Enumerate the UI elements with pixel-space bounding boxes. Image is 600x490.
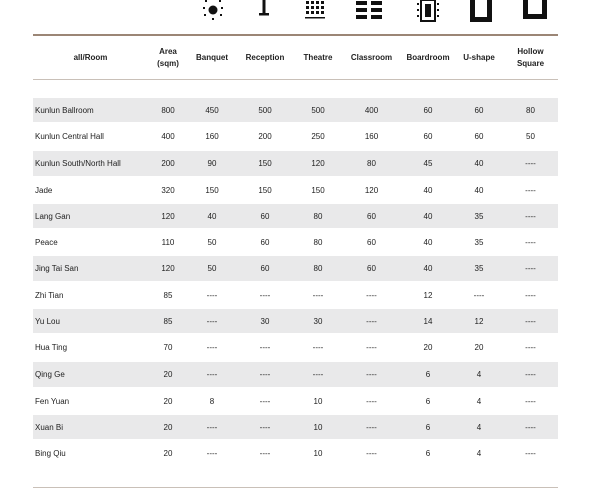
cell-ushape: 40 — [474, 159, 484, 168]
cell-banquet: 90 — [207, 159, 217, 168]
cell-banquet: 150 — [205, 185, 219, 195]
cell-hollow-square: ---- — [525, 316, 536, 326]
cell-banquet: 50 — [207, 264, 217, 273]
cell-banquet: ---- — [206, 422, 218, 432]
cell-banquet: ---- — [206, 290, 218, 300]
cell-theatre: ---- — [312, 343, 324, 352]
cell-hollow-square: ---- — [525, 396, 536, 406]
cell-reception: 60 — [260, 237, 270, 247]
table-row — [33, 151, 558, 176]
cell-area: 110 — [161, 237, 175, 247]
header-banquet: Banquet — [196, 52, 228, 62]
cell-hollow-square: ---- — [525, 211, 536, 221]
cell-room: Zhi Tian — [35, 290, 64, 300]
table-row — [33, 387, 558, 415]
table-row — [33, 176, 558, 204]
table-row — [33, 333, 558, 362]
cell-area: 320 — [161, 185, 175, 195]
table-row — [33, 362, 558, 387]
cell-banquet: ---- — [206, 316, 218, 326]
cell-banquet: ---- — [206, 448, 218, 458]
cell-room: Fen Yuan — [35, 396, 70, 406]
cell-room: Bing Qiu — [35, 448, 66, 458]
cell-theatre: 150 — [311, 185, 325, 195]
cell-ushape: 35 — [474, 264, 484, 273]
header-hollow-line1: Hollow — [517, 46, 544, 56]
cell-area: 20 — [163, 370, 173, 379]
cell-hollow-square: ---- — [525, 343, 536, 352]
cell-ushape: ---- — [473, 290, 485, 300]
header-boardroom: Boardroom — [406, 52, 450, 62]
cell-banquet: 160 — [205, 132, 219, 141]
cell-area: 85 — [163, 290, 173, 300]
cell-reception: ---- — [259, 422, 271, 432]
table-bottom-rule — [33, 487, 558, 488]
cell-hollow-square: 80 — [526, 105, 535, 115]
banquet-icon — [202, 0, 224, 22]
header-hollow-line2: Square — [516, 58, 545, 68]
header-classroom: Classroom — [350, 52, 393, 62]
cell-area: 20 — [163, 422, 173, 432]
cell-theatre: ---- — [312, 290, 324, 300]
cell-boardroom: 12 — [423, 290, 433, 300]
cell-ushape: 4 — [476, 448, 482, 458]
cell-banquet: 450 — [205, 105, 219, 115]
cell-ushape: 40 — [474, 185, 484, 195]
cell-classroom: ---- — [366, 370, 377, 379]
cell-boardroom: 40 — [423, 237, 433, 247]
cell-banquet: ---- — [206, 370, 218, 379]
cell-room: Xuan Bi — [35, 422, 64, 432]
header-reception: Reception — [245, 52, 285, 62]
cell-room: Kunlun South/North Hall — [35, 159, 121, 168]
header-theatre: Theatre — [303, 52, 333, 62]
cell-classroom: 400 — [364, 105, 379, 115]
cell-banquet: 40 — [207, 211, 217, 221]
cell-classroom: ---- — [366, 422, 377, 432]
cell-room: Peace — [35, 237, 58, 247]
header-area-line2: (sqm) — [157, 58, 179, 68]
cell-room: Yu Lou — [35, 316, 60, 326]
cell-theatre: 120 — [311, 159, 325, 168]
cell-reception: ---- — [259, 448, 271, 458]
cell-boardroom: 6 — [425, 448, 431, 458]
cell-room: Jing Tai San — [35, 264, 79, 273]
boardroom-icon — [417, 0, 439, 22]
header-room: all/Room — [73, 52, 108, 62]
cell-boardroom: 6 — [425, 396, 431, 406]
cell-theatre: 10 — [313, 448, 323, 458]
table-header — [33, 36, 558, 79]
cell-theatre: 10 — [313, 396, 323, 406]
cell-hollow-square: ---- — [525, 422, 536, 432]
cell-boardroom: 6 — [425, 370, 431, 379]
hollow-square-icon — [521, 0, 549, 22]
table-row — [33, 122, 558, 151]
theatre-icon — [305, 0, 329, 22]
table-row — [33, 256, 558, 281]
cell-area: 120 — [161, 211, 175, 221]
table-row — [33, 281, 558, 309]
cell-banquet: 50 — [207, 237, 217, 247]
table-row — [33, 439, 558, 467]
header-ushape: U-shape — [463, 52, 495, 62]
cell-reception: ---- — [259, 290, 271, 300]
u-shape-icon — [468, 0, 494, 24]
cell-theatre: 30 — [313, 316, 323, 326]
cell-ushape: 12 — [474, 316, 484, 326]
cell-theatre: 80 — [313, 264, 323, 273]
cell-hollow-square: ---- — [525, 264, 536, 273]
cell-area: 20 — [163, 448, 173, 458]
cell-boardroom: 60 — [423, 132, 433, 141]
reception-icon — [257, 0, 271, 18]
cell-ushape: 4 — [476, 396, 482, 406]
capacity-table-body — [33, 98, 558, 467]
cell-reception: 30 — [260, 316, 270, 326]
cell-theatre: 500 — [311, 105, 325, 115]
header-area-line1: Area — [159, 46, 177, 56]
cell-boardroom: 40 — [423, 211, 433, 221]
cell-classroom: ---- — [366, 343, 377, 352]
cell-hollow-square: ---- — [525, 159, 536, 168]
table-row — [33, 415, 558, 439]
cell-hollow-square: 50 — [526, 132, 535, 141]
cell-area: 70 — [163, 343, 173, 352]
cell-banquet: ---- — [206, 343, 218, 352]
cell-room: Kunlun Ballroom — [35, 105, 94, 115]
cell-room: Hua Ting — [35, 343, 68, 352]
cell-reception: 150 — [258, 159, 272, 168]
cell-reception: ---- — [259, 370, 271, 379]
classroom-icon — [356, 0, 386, 22]
cell-reception: ---- — [259, 343, 271, 352]
cell-classroom: 60 — [367, 237, 376, 247]
cell-boardroom: 6 — [425, 422, 431, 432]
cell-reception: 60 — [260, 264, 270, 273]
cell-theatre: 10 — [313, 422, 323, 432]
cell-room: Kunlun Central Hall — [35, 132, 104, 141]
cell-ushape: 20 — [474, 343, 484, 352]
header-hollow-square — [503, 46, 558, 70]
cell-boardroom: 20 — [423, 343, 433, 352]
cell-area: 120 — [161, 264, 175, 273]
cell-hollow-square: ---- — [525, 370, 536, 379]
cell-classroom: 60 — [367, 264, 376, 273]
cell-ushape: 35 — [474, 211, 484, 221]
cell-hollow-square: ---- — [525, 185, 536, 195]
cell-hollow-square: ---- — [525, 290, 536, 300]
cell-ushape: 60 — [474, 132, 484, 141]
cell-classroom: 160 — [364, 132, 379, 141]
cell-ushape: 4 — [476, 422, 482, 432]
cell-classroom: 80 — [367, 159, 376, 168]
cell-ushape: 4 — [476, 370, 482, 379]
cell-reception: 200 — [258, 132, 272, 141]
cell-classroom: 60 — [367, 211, 376, 221]
cell-boardroom: 45 — [423, 159, 433, 168]
cell-ushape: 60 — [474, 105, 484, 115]
table-row — [33, 309, 558, 333]
cell-area: 85 — [163, 316, 173, 326]
cell-classroom: ---- — [366, 448, 377, 458]
cell-classroom: ---- — [366, 290, 377, 300]
cell-boardroom: 60 — [423, 105, 433, 115]
cell-room: Jade — [35, 185, 53, 195]
cell-boardroom: 40 — [423, 264, 433, 273]
header-bottom-rule — [33, 79, 558, 80]
table-row — [33, 98, 558, 122]
layout-icons-strip — [0, 0, 600, 26]
table-row — [33, 228, 558, 256]
cell-hollow-square: ---- — [525, 448, 536, 458]
cell-reception: 500 — [258, 105, 272, 115]
cell-classroom: 120 — [364, 185, 379, 195]
cell-classroom: ---- — [366, 396, 377, 406]
cell-banquet: 8 — [209, 396, 215, 406]
cell-reception: 60 — [260, 211, 270, 221]
cell-theatre: 80 — [313, 237, 323, 247]
cell-boardroom: 14 — [423, 316, 433, 326]
cell-area: 20 — [163, 396, 173, 406]
cell-area: 400 — [161, 132, 175, 141]
cell-reception: ---- — [259, 396, 271, 406]
header-area — [148, 46, 188, 70]
cell-boardroom: 40 — [423, 185, 433, 195]
cell-ushape: 35 — [474, 237, 484, 247]
cell-theatre: ---- — [312, 370, 324, 379]
table-row — [33, 204, 558, 228]
cell-room: Lang Gan — [35, 211, 71, 221]
cell-area: 800 — [161, 105, 175, 115]
cell-room: Qing Ge — [35, 370, 65, 379]
cell-area: 200 — [161, 159, 175, 168]
cell-theatre: 80 — [313, 211, 323, 221]
cell-theatre: 250 — [311, 132, 325, 141]
cell-classroom: ---- — [366, 316, 377, 326]
cell-reception: 150 — [258, 185, 272, 195]
cell-hollow-square: ---- — [525, 237, 536, 247]
